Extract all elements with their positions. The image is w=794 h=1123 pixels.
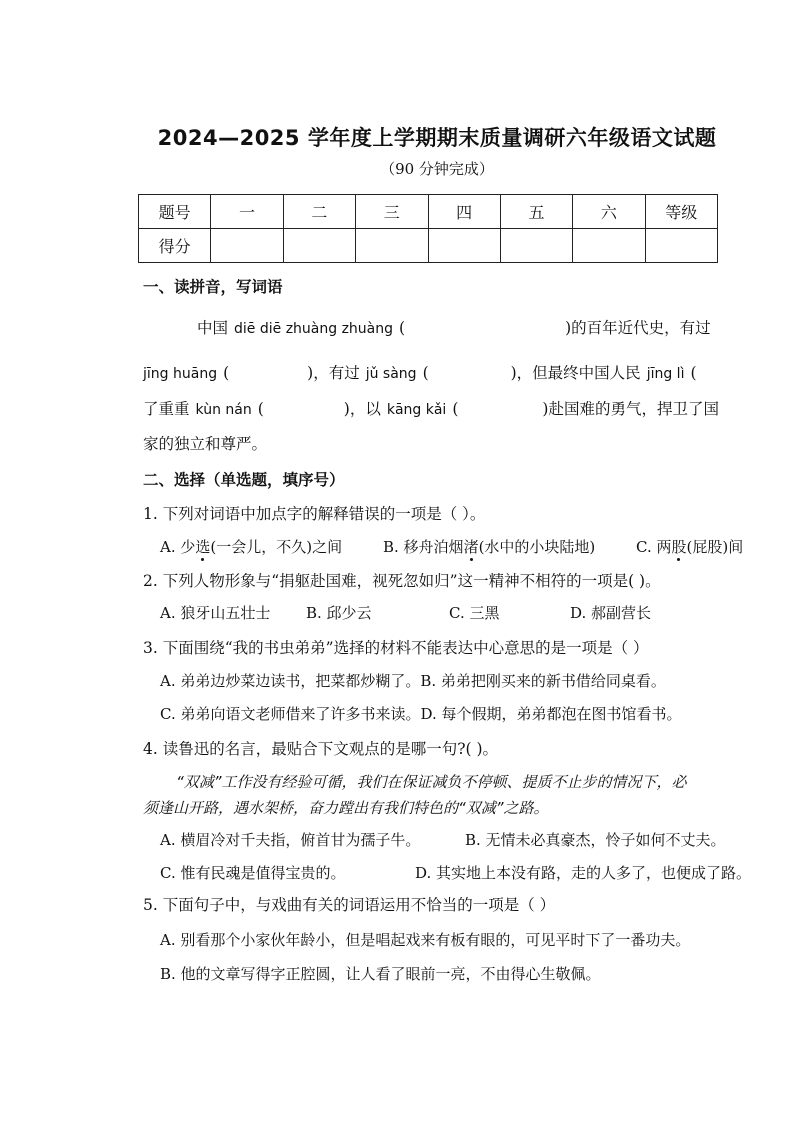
question-1-stem: 1. 下列对词语中加点字的解释错误的一项是（ ）。: [143, 505, 486, 523]
emphasis-dot-char: 股: [671, 538, 687, 556]
score-table-row-score: [139, 229, 718, 263]
question-4-passage-line-1: “双减”工作没有经验可循，我们在保证减负不停顿、提质不止步的情况下，必: [176, 773, 687, 791]
text: 了重重: [143, 400, 190, 418]
question-2-option-d[interactable]: D. 郝副营长: [570, 604, 652, 622]
text: C. 两: [636, 538, 672, 556]
column-header-6: 六: [573, 195, 645, 229]
text: (: [452, 400, 459, 418]
column-header-grade: 等级: [645, 195, 717, 229]
question-4-option-c[interactable]: C. 惟有民魂是值得宝贵的。: [160, 864, 346, 882]
score-cell-4[interactable]: [428, 229, 500, 263]
text: (水中的小块陆地): [478, 538, 596, 556]
question-5-option-a[interactable]: A. 别看那个小家伙年龄小，但是唱起戏来有板有眼的，可见平时下了一番功夫。: [160, 931, 691, 949]
pinyin-2: jīng huāng: [143, 366, 218, 382]
text: (一会儿，不久)之间: [210, 538, 343, 556]
emphasis-dot-char: 渚: [463, 538, 479, 556]
question-4-option-d[interactable]: D. 其实地上本没有路，走的人多了，也便成了路。: [415, 864, 752, 882]
column-header-1: 一: [211, 195, 283, 229]
text: B. 移舟泊烟: [383, 538, 464, 556]
page-title: 2024—2025 学年度上学期期末质量调研六年级语文试题: [157, 126, 717, 150]
text: (: [257, 400, 264, 418]
pinyin-5: kùn nán: [195, 402, 252, 418]
question-5-stem: 5. 下面句子中，与戏曲有关的词语运用不恰当的一项是（ ）: [143, 896, 556, 914]
question-4-passage-line-2: 须逢山开路，遇水架桥，奋力蹚出有我们特色的“双减”之路。: [143, 799, 549, 817]
section-1-line-4: 家的独立和尊严。: [143, 435, 268, 453]
question-4-option-b[interactable]: B. 无情未必真豪杰，怜子如何不丈夫。: [465, 831, 726, 849]
text: )，以: [343, 400, 381, 418]
score-cell-1[interactable]: [211, 229, 283, 263]
score-table-row-number: [139, 195, 718, 229]
score-cell-2[interactable]: [283, 229, 355, 263]
score-cell-5[interactable]: [500, 229, 572, 263]
question-4-stem: 4. 读鲁迅的名言，最贴合下文观点的是哪一句?( )。: [143, 740, 499, 758]
text: )赴国难的勇气，捍卫了国: [542, 400, 719, 418]
column-header-5: 五: [500, 195, 572, 229]
question-2-option-a[interactable]: A. 狼牙山五壮士: [160, 604, 271, 622]
question-1-option-a[interactable]: [160, 536, 342, 557]
row-header-score: 得分: [139, 229, 211, 263]
pinyin-6: kāng kǎi: [386, 402, 447, 418]
column-header-3: 三: [356, 195, 428, 229]
score-table: [138, 194, 718, 263]
row-header-number: 题号: [139, 195, 211, 229]
section-1-heading: 一、读拼音，写词语: [143, 278, 283, 296]
question-4-option-a[interactable]: A. 横眉冷对千夫指，俯首甘为孺子牛。: [160, 831, 421, 849]
text: (: [223, 364, 230, 382]
score-cell-grade[interactable]: [645, 229, 717, 263]
section-1-line-2: [143, 361, 697, 383]
page-subtitle: （90 分钟完成）: [380, 160, 494, 178]
text: (: [399, 319, 406, 337]
emphasis-dot-char: 选: [195, 538, 211, 556]
question-3-options-cd[interactable]: C. 弟弟向语文老师借来了许多书来读。D. 每个假期，弟弟都泡在图书馆看书。: [160, 705, 682, 723]
text: (: [690, 364, 697, 382]
question-3-options-ab[interactable]: A. 弟弟边炒菜边读书，把菜都炒糊了。B. 弟弟把刚买来的新书借给同桌看。: [160, 672, 666, 690]
question-1-option-b[interactable]: [383, 536, 595, 557]
pinyin-3: jǔ sàng: [365, 366, 417, 382]
question-2-option-c[interactable]: C. 三黑: [449, 604, 500, 622]
score-cell-6[interactable]: [573, 229, 645, 263]
question-3-stem: 3. 下面围绕“我的书虫弟弟”选择的材料不能表达中心意思的是一项是（ ）: [143, 639, 649, 657]
question-1-option-c[interactable]: [636, 536, 743, 557]
score-cell-3[interactable]: [356, 229, 428, 263]
section-2-heading: 二、选择（单选题，填序号）: [143, 471, 345, 489]
question-5-option-b[interactable]: B. 他的文章写得字正腔圆，让人看了眼前一亮，不由得心生敬佩。: [160, 965, 601, 983]
pinyin-4: jīng lì: [646, 366, 685, 382]
text: )，有过: [307, 364, 360, 382]
question-2-option-b[interactable]: B. 邱少云: [306, 604, 372, 622]
text: 中国: [197, 319, 229, 337]
section-1-line-1: [197, 316, 711, 338]
column-header-4: 四: [428, 195, 500, 229]
text: (屁股)间: [686, 538, 744, 556]
text: )，但最终中国人民: [510, 364, 641, 382]
pinyin-1: diē diē zhuàng zhuàng: [234, 321, 394, 337]
section-1-line-3: [143, 397, 719, 419]
text: (: [422, 364, 429, 382]
question-2-stem: 2. 下列人物形象与“捐躯赴国难，视死忽如归”这一精神不相符的一项是( )。: [143, 572, 661, 590]
text: )的百年近代史，有过: [565, 319, 711, 337]
column-header-2: 二: [283, 195, 355, 229]
text: A. 少: [160, 538, 196, 556]
